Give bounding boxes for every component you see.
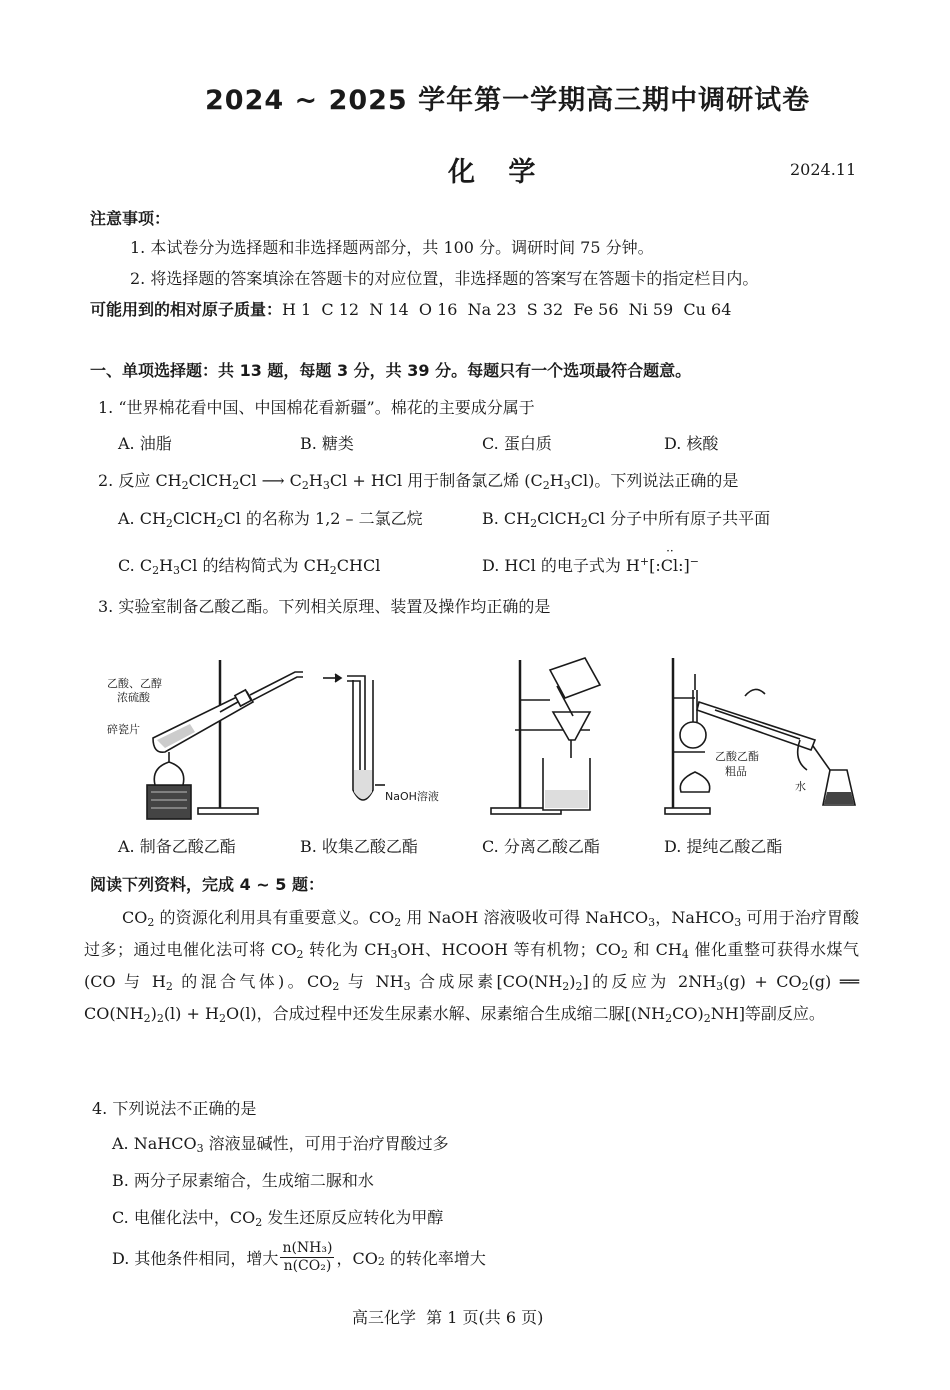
atomic-mass-line [90, 297, 731, 320]
q2-option-c: C. $C_2H_3Cl$ 的结构简式为 $CH_2CHCl$ [118, 556, 381, 577]
label-porcelain: 碎瓷片 [107, 723, 140, 736]
reading-heading: 阅读下列资料，完成 4 ~ 5 题： [90, 875, 324, 894]
label-acid-alcohol: 乙酸、乙醇 [107, 677, 162, 690]
label-crude-ester: 乙酸乙酯 [715, 750, 759, 763]
q2-option-a: A. $CH_2ClCH_2Cl$ 的名称为 1,2 – 二氯乙烷 [118, 509, 423, 530]
q2-option-d: D. HCl 的电子式为 H+ ·· [:Cl:]− [482, 544, 699, 575]
q4-option-b: B. 两分子尿素缩合，生成缩二脲和水 [112, 1171, 374, 1190]
exam-date: 2024.11 [790, 160, 857, 179]
notice-heading: 注意事项： [90, 209, 171, 228]
apparatus-figure [95, 640, 865, 830]
label-water: 水 [795, 780, 806, 793]
q1-stem: 1. “世界棉花看中国、中国棉花看新疆”。棉花的主要成分属于 [98, 398, 535, 417]
heating-block [147, 785, 191, 819]
reading-paragraph: $CO_2$ 的资源化利用具有重要意义。$CO_2$ 用 NaOH 溶液吸收可得 NaHCO$_3$，NaHCO$_3$ 可用于治疗胃酸过多；通过电催化法可将 $CO_2$ 转化为 $CH_3OH$、HCOOH 等有机物；$CO_2$ 和 $CH_4$ 催化重整可获得水煤气(CO 与 $H_2$ 的混合气体)。$CO_2$ 与 $NH_3$ 合成尿素$[CO(NH_2)_2]$的反应为 $2NH_3(g) + CO_2(g)$ ══ $CO(NH_2)_2(l) + H_2O(l)$，合成过程中还发生尿素水解、尿素缩合生成缩二脲$[(NH_2CO)_2NH]$等副反应。 [84, 908, 860, 1025]
q2-stem: 2. 反应 $CH_2ClCH_2Cl$ ⟶ $C_2H_3Cl$ + HCl 用于制备氯乙烯 $(C_2H_3Cl)$。下列说法正确的是 [98, 471, 739, 492]
ratio-fraction: $\frac{\text{n(NH₃)}}{\text{n(CO₂)}}$ [282, 1240, 333, 1274]
q4-stem: 4. 下列说法不正确的是 [92, 1099, 257, 1118]
label-crude: 粗品 [725, 765, 747, 778]
q3-stem: 3. 实验室制备乙酸乙酯。下列相关原理、装置及操作均正确的是 [98, 597, 551, 616]
atomic-mass-values: H 1 C 12 N 14 O 16 Na 23 S 32 Fe 56 Ni 59 Cu 64 [282, 300, 732, 319]
q1-option-a: A. 油脂 [118, 434, 172, 453]
q1-option-c: C. 蛋白质 [482, 434, 552, 453]
q3-caption-a: A. 制备乙酸乙酯 [118, 837, 236, 856]
notice-item-1: 1. 本试卷分为选择题和非选择题两部分，共 100 分。调研时间 75 分钟。 [130, 238, 654, 257]
q3-caption-b: B. 收集乙酸乙酯 [300, 837, 418, 856]
notice-item-2: 2. 将选择题的答案填涂在答题卡的对应位置，非选择题的答案写在答题卡的指定栏目内。 [130, 269, 759, 288]
q3-caption-c: C. 分离乙酸乙酯 [482, 837, 600, 856]
q4-option-a: A. NaHCO$_3$ 溶液显碱性，可用于治疗胃酸过多 [112, 1134, 449, 1155]
q1-option-d: D. 核酸 [664, 434, 719, 453]
electron-dots: ·· [666, 544, 674, 558]
subject-title: 化 学 [448, 157, 548, 188]
exam-title: 2024 ~ 2025 学年第一学期高三期中调研试卷 [205, 85, 811, 116]
label-sulfuric-acid: 浓硫酸 [117, 691, 150, 704]
label-naoh: NaOH溶液 [385, 790, 439, 803]
q1-option-b: B. 糖类 [300, 434, 354, 453]
q3-caption-d: D. 提纯乙酸乙酯 [664, 837, 783, 856]
page-footer: 高三化学 第 1 页(共 6 页) [352, 1308, 544, 1327]
q4-option-c: C. 电催化法中，$CO_2$ 发生还原反应转化为甲醇 [112, 1208, 444, 1229]
q2-option-b: B. $CH_2ClCH_2Cl$ 分子中所有原子共平面 [482, 509, 771, 530]
q4-option-d: D. 其他条件相同，增大 $\frac{\text{n(NH₃)}}{\text{n(CO₂)}}$ ，$CO_2$ 的转化率增大 [112, 1240, 486, 1274]
atomic-mass-label: 可能用到的相对原子质量： [90, 300, 283, 319]
section-heading: 一、单项选择题：共 13 题，每题 3 分，共 39 分。每题只有一个选项最符合题意。 [90, 361, 692, 380]
